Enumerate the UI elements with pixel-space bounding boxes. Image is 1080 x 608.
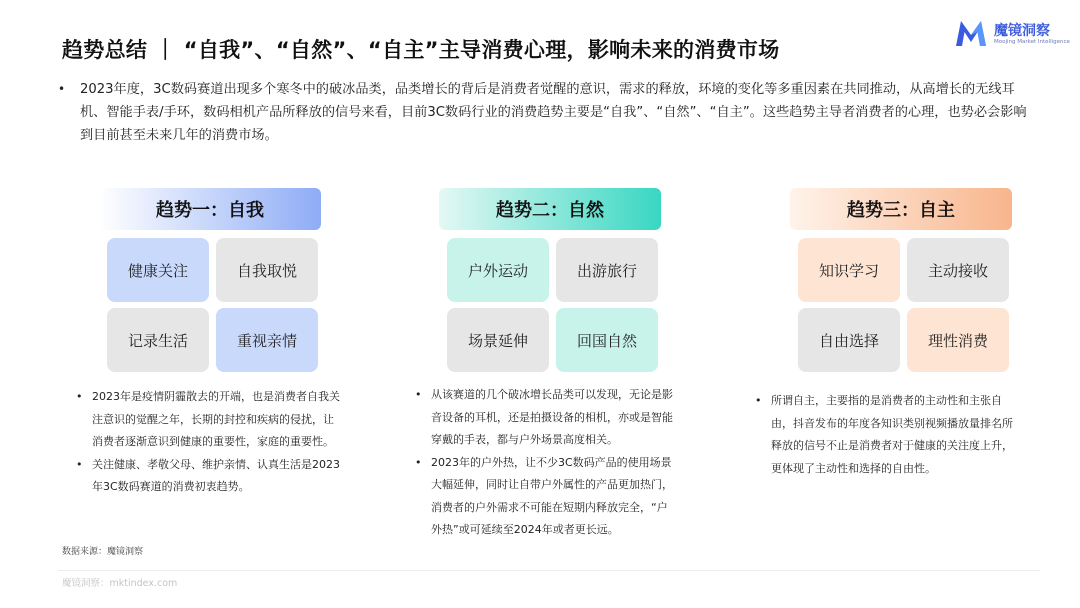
trend-title: 趋势三：自主	[790, 188, 1012, 230]
footer-divider	[58, 570, 1040, 571]
keyword-cell: 回国自然	[556, 308, 658, 372]
bullet-item: • 2023年的户外热，让不少3C数码产品的使用场景大幅延伸，同时让自带户外属性的产品更加热门，消费者的户外需求不可能在短期内释放完全，“户外热”或可延续至2024年或者更长远。	[415, 452, 677, 542]
keyword-grid	[107, 238, 319, 372]
keyword-cell: 重视亲情	[216, 308, 318, 372]
trend-title: 趋势一：自我	[99, 188, 321, 230]
keyword-cell: 自我取悦	[216, 238, 318, 302]
keyword-cell: 主动接收	[907, 238, 1009, 302]
data-source: 数据来源：魔镜洞察	[62, 547, 144, 557]
bullet-item: • 从该赛道的几个破冰增长品类可以发现，无论是影音设备的耳机，还是拍摄设备的相机，亦或是智能穿戴的手表，都与户外场景高度相关。	[415, 384, 677, 452]
bullet-item: • 所谓自主，主要指的是消费者的主动性和主张自由，抖音发布的年度各知识类别视频播放量排名所释放的信号不止是消费者对于健康的关注度上升，更体现了主动性和选择的自由性。	[755, 390, 1017, 480]
trend-title: 趋势二：自然	[439, 188, 661, 230]
keyword-grid	[447, 238, 659, 372]
keyword-cell: 健康关注	[107, 238, 209, 302]
bullet-icon: •	[58, 82, 66, 96]
footer-site: 魔镜洞察：mktindex.com	[62, 578, 178, 589]
keyword-cell: 出游旅行	[556, 238, 658, 302]
keyword-cell: 理性消费	[907, 308, 1009, 372]
keyword-grid	[798, 238, 1010, 372]
trend-2-bullets	[415, 384, 677, 542]
bullet-item: • 关注健康、孝敬父母、维护亲情、认真生活是2023年3C数码赛道的消费初衷趋势。	[76, 454, 344, 499]
bullet-item: • 2023年是疫情阴霾散去的开端，也是消费者自我关注意识的觉醒之年，长期的封控和疾病的侵扰，让消费者逐渐意识到健康的重要性，家庭的重要性。	[76, 386, 344, 454]
page-title: 趋势总结 ｜ “自我”、“自然”、“自主”主导消费心理，影响未来的消费市场	[62, 38, 780, 62]
intro-paragraph	[58, 78, 1038, 147]
logo-m-icon	[954, 18, 988, 48]
brand-logo	[954, 18, 1070, 50]
trend-3-bullets	[755, 390, 1017, 480]
keyword-cell: 场景延伸	[447, 308, 549, 372]
keyword-cell: 自由选择	[798, 308, 900, 372]
logo-name: 魔镜洞察	[994, 23, 1050, 39]
keyword-cell: 户外运动	[447, 238, 549, 302]
intro-text: 2023年度，3C数码赛道出现多个寒冬中的破冰品类，品类增长的背后是消费者觉醒的意识，需求的释放，环境的变化等多重因素在共同推动，从高增长的无线耳机、智能手表/手环，数码相机产品所释放的信号来看，目前3C数码行业的消费趋势主要是“自我”、“自然”、“自主”。这些趋势主导者消费者的心理，也势必会影响到目前甚至未来几年的消费市场。	[80, 82, 1027, 143]
keyword-cell: 记录生活	[107, 308, 209, 372]
logo-tagline: Moojing Market Intelligence	[994, 39, 1070, 45]
trend-1-bullets	[76, 386, 344, 499]
keyword-cell: 知识学习	[798, 238, 900, 302]
